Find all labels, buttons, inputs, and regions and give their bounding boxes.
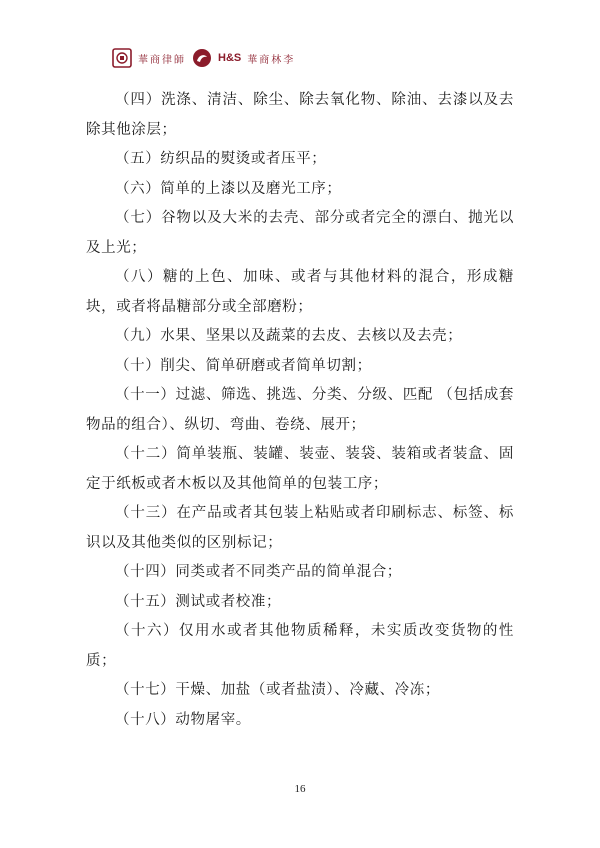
hs-logo-label: H&S bbox=[218, 52, 242, 64]
page-number: 16 bbox=[294, 783, 306, 795]
clause-5: （五）纺织品的熨烫或者压平； bbox=[115, 151, 327, 167]
clause-4: （四）洗涤、清洁、除尘、除去氧化物、除油、去漆以及去除其他涂层； bbox=[86, 92, 514, 138]
page-header bbox=[112, 46, 295, 70]
hs-logo-icon bbox=[192, 48, 212, 68]
huashang-logo-icon bbox=[112, 48, 132, 68]
clause-16: （十六）仅用水或者其他物质稀释，未实质改变货物的性质； bbox=[86, 623, 514, 669]
clause-13: （十三）在产品或者其包装上粘贴或者印刷标志、标签、标识以及其他类似的区别标记； bbox=[86, 505, 514, 551]
clause-7: （七）谷物以及大米的去壳、部分或者完全的漂白、抛光以及上光； bbox=[86, 210, 514, 256]
clause-6: （六）简单的上漆以及磨光工序； bbox=[115, 180, 342, 197]
clause-17: （十七）干燥、加盐（或者盐渍）、冷藏、冷冻； bbox=[115, 682, 440, 698]
clause-8: （八）糖的上色、加味、或者与其他材料的混合，形成糖块，或者将晶糖部分或全部磨粉； bbox=[86, 269, 514, 315]
hs-logo-text: 華商林李 bbox=[247, 54, 296, 66]
document-body bbox=[86, 86, 514, 735]
huashang-logo-text: 華商律師 bbox=[138, 54, 186, 66]
clause-18: （十八）动物屠宰。 bbox=[115, 711, 251, 728]
clause-10: （十）削尖、简单研磨或者简单切割； bbox=[115, 357, 372, 374]
clause-15: （十五）测试或者校准； bbox=[115, 593, 282, 610]
clause-9: （九）水果、坚果以及蔬菜的去皮、去核以及去壳； bbox=[115, 328, 463, 344]
clause-14: （十四）同类或者不同类产品的简单混合； bbox=[115, 564, 402, 580]
clause-11: （十一）过滤、筛选、挑选、分类、分级、匹配 （包括成套物品的组合）、纵切、弯曲、卷绕、展开； bbox=[86, 387, 514, 433]
clause-12: （十二）简单装瓶、装罐、装壶、装袋、装箱或者装盒、固定于纸板或者木板以及其他简单的包装工序； bbox=[86, 446, 514, 492]
